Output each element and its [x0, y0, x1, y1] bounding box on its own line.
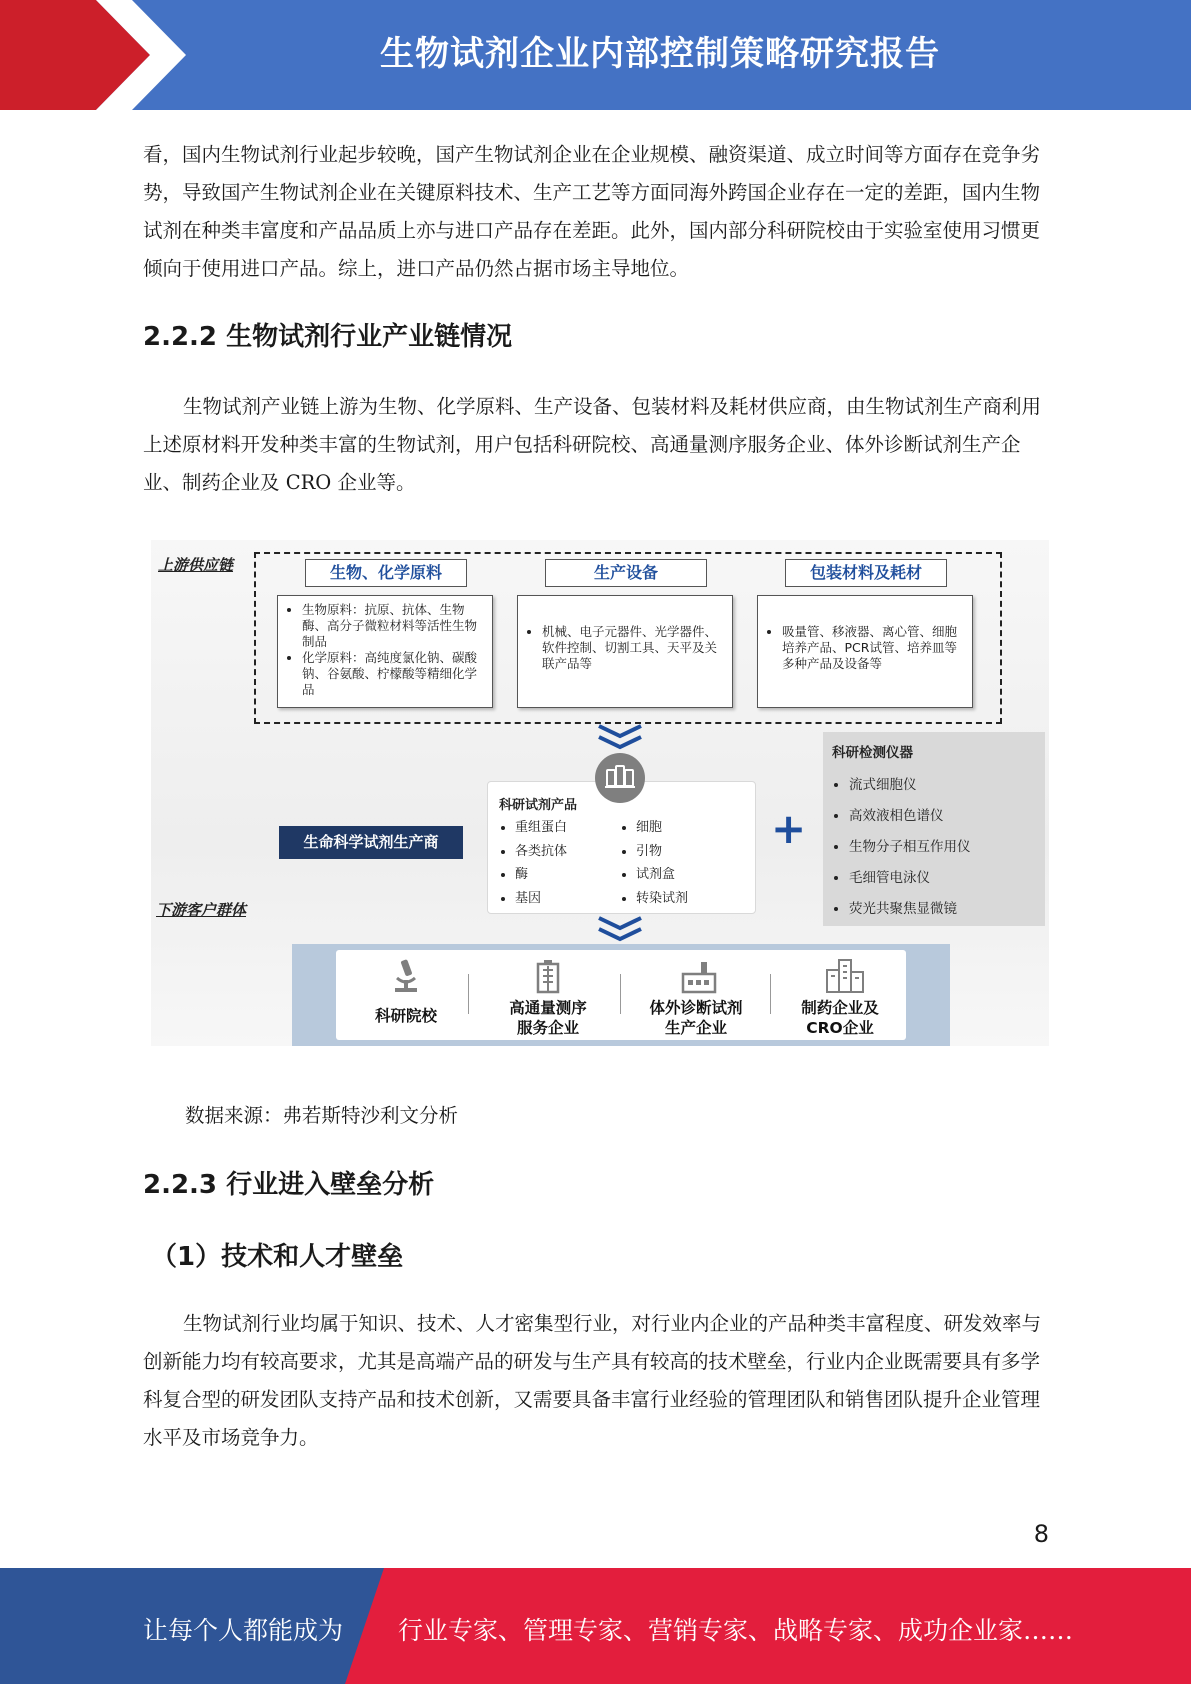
product-item: • 转染试剂	[636, 887, 688, 911]
section-heading-2-2-3: 2.2.3 行业进入壁垒分析	[143, 1170, 435, 1200]
category-item: • 吸量管、移液器、离心管、细胞培养产品、PCR试管、培养皿等多种产品及设备等	[782, 624, 966, 672]
instruments-list	[831, 770, 971, 925]
instrument-item: • 毛细管电泳仪	[849, 863, 971, 894]
page-footer	[0, 1568, 1191, 1684]
product-item: • 基因	[515, 887, 567, 911]
page-header	[0, 0, 1191, 110]
customer-pharma-cro	[770, 950, 910, 1040]
instruments-box	[823, 732, 1045, 926]
customer-research-institutes	[336, 950, 476, 1040]
category-title-equipment: 生产设备	[545, 559, 707, 587]
customer-sequencing-services	[478, 950, 618, 1040]
data-source: 数据来源：弗若斯特沙利文分析	[185, 1104, 459, 1127]
footer-right-text: 行业专家、管理专家、营销专家、战略专家、成功企业家……	[398, 1616, 1074, 1645]
category-box-raw-materials	[277, 595, 493, 708]
producer-label: 生命科学试剂生产商	[279, 826, 463, 859]
downstream-label: 下游客户群体	[156, 901, 247, 919]
customer-label-line2: CRO企业	[806, 1019, 874, 1037]
plus-sign: +	[771, 804, 807, 853]
instrument-item: • 生物分子相互作用仪	[849, 832, 971, 863]
customers-row	[336, 950, 906, 1040]
product-item: • 酶	[515, 863, 567, 887]
category-title-raw-materials: 生物、化学原料	[305, 559, 467, 587]
footer-left-text: 让每个人都能成为	[143, 1616, 344, 1645]
product-item: • 引物	[636, 840, 688, 864]
product-item: • 各类抗体	[515, 840, 567, 864]
customer-label-line1: 体外诊断试剂	[649, 999, 743, 1017]
category-item: • 化学原料：高纯度氯化钠、碳酸钠、谷氨酸、柠檬酸等精细化学品	[302, 650, 486, 698]
upstream-label: 上游供应链	[158, 556, 234, 574]
factory-icon	[681, 958, 717, 994]
product-item: • 试剂盒	[636, 863, 688, 887]
microscope-icon	[391, 958, 421, 994]
instruments-title: 科研检测仪器	[832, 745, 913, 761]
customer-label: 科研院校	[374, 1007, 437, 1025]
customer-label-line1: 制药企业及	[801, 999, 879, 1017]
customer-label-line2: 服务企业	[516, 1019, 579, 1037]
separator	[620, 974, 621, 1014]
category-item: • 机械、电子元器件、光学器件、软件控制、切割工具、天平及关联产品等	[542, 624, 726, 672]
category-item: • 生物原料：抗原、抗体、生物酶、高分子微粒材料等活性生物制品	[302, 602, 486, 650]
products-title: 科研试剂产品	[499, 798, 578, 813]
category-box-equipment	[517, 595, 733, 708]
products-right-list	[620, 816, 688, 910]
office-buildings-icon	[825, 958, 865, 994]
instrument-item: • 高效液相色谱仪	[849, 801, 971, 832]
instrument-item: • 荧光共聚焦显微镜	[849, 894, 971, 925]
customer-label-line2: 生产企业	[664, 1019, 727, 1037]
customer-ivd-manufacturers	[626, 950, 766, 1040]
category-title-packaging: 包装材料及耗材	[785, 559, 947, 587]
downstream-customers-panel	[292, 944, 950, 1046]
industry-chain-diagram	[151, 540, 1049, 1046]
product-item: • 重组蛋白	[515, 816, 567, 840]
separator	[468, 974, 469, 1014]
double-chevron-down-icon	[597, 915, 643, 943]
section-2-2-2-paragraph: 生物试剂产业链上游为生物、化学原料、生产设备、包装材料及耗材供应商，由生物试剂生产商利用上述原材料开发种类丰富的生物试剂，用户包括科研院校、高通量测序服务企业、体外诊断试剂生产企业、制药企业及 CRO 企业等。	[143, 395, 1042, 494]
subsection-heading-tech-talent: （1）技术和人才壁垒	[151, 1242, 404, 1272]
product-item: • 细胞	[636, 816, 688, 840]
products-left-list	[499, 816, 567, 910]
building-icon	[533, 958, 563, 994]
customer-label-line1: 高通量测序	[509, 999, 587, 1017]
instrument-item: • 流式细胞仪	[849, 770, 971, 801]
page-number: 8	[1033, 1520, 1049, 1548]
header-title: 生物试剂企业内部控制策略研究报告	[380, 34, 940, 74]
intro-paragraph: 看，国内生物试剂行业起步较晚，国产生物试剂企业在企业规模、融资渠道、成立时间等方面存在竞争劣势，导致国产生物试剂企业在关键原料技术、生产工艺等方面同海外跨国企业存在一定的差距，国内生物试剂在种类丰富度和产品品质上亦与进口产品存在差距。此外，国内部分科研院校由于实验室使用习惯更倾向于使用进口产品。综上，进口产品仍然占据市场主导地位。	[143, 143, 1041, 280]
double-chevron-down-icon	[597, 723, 643, 751]
section-heading-2-2-2: 2.2.2 生物试剂行业产业链情况	[143, 322, 513, 352]
lab-bottles-icon	[594, 752, 646, 804]
category-box-packaging	[757, 595, 973, 708]
section-2-2-3-paragraph: 生物试剂行业均属于知识、技术、人才密集型行业，对行业内企业的产品种类丰富程度、研发效率与创新能力均有较高要求，尤其是高端产品的研发与生产具有较高的技术壁垒，行业内企业既需要具有多学科复合型的研发团队支持产品和技术创新，又需要具备丰富行业经验的管理团队和销售团队提升企业管理水平及市场竞争力。	[143, 1312, 1042, 1449]
